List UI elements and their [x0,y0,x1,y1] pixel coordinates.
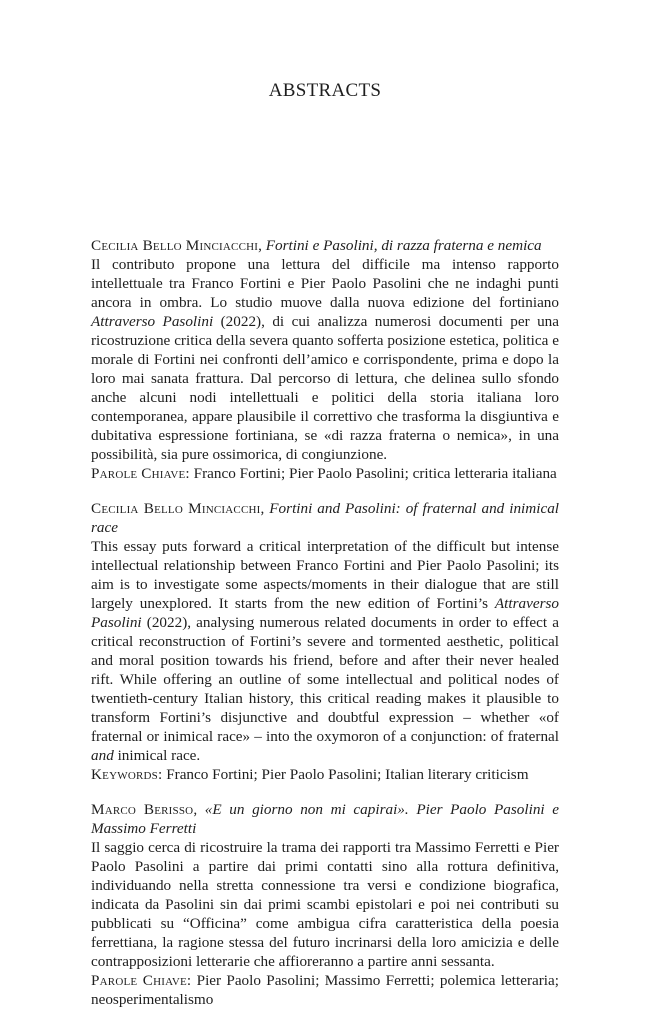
abstract-entry-3 [91,800,559,1009]
keywords-line [91,464,559,483]
keywords-label: Keywords: [91,766,163,783]
abstract-text: (2022), di cui analizza numerosi documenti per una ricostruzione critica della severa quanto sofferta posizione estetica, politica e morale di Fortini nei confronti dell’amico e corrispondente, prima e dopo la loro mai sanata frattura. Dal percorso di lettura, che delinea sullo sfondo anche alcuni nodi intellettuali e politici della storia italiana loro contemporanea, appare plausibile il correttivo che trasforma la disgiuntiva e dubitativa espressione fortiniana, se «di razza fraterna o nemica», in una possibilità, sia pure ossimorica, di congiunzione. [91,313,559,463]
abstract-text: This essay puts forward a critical interpretation of the difficult but intense intellectual relationship between Franco Fortini and Pier Paolo Pasolini; its aim is to investigate some aspects/moments in their dialogue that are still largely unexplored. It starts from the new edition of Fortini’s [91,538,559,612]
abstract-text: Il saggio cerca di ricostruire la trama dei rapporti tra Massimo Ferretti e Pier Paolo Pasolini a partire dai primi contatti sino alla rottura definitiva, individuando nella stretta connessione tra versi e condizione biografica, indicata da Pasolini sin dai primi scambi epistolari e poi nei contributi su pubblicati su “Officina” come ambigua cifra caratteristica della poesia ferrettiana, la ragione stessa del futuro incrinarsi della loro amicizia e delle contrapposizioni letterarie che affioreranno a partire anni sessanta. [91,839,559,970]
keywords-line [91,765,559,784]
abstract-entry-2 [91,499,559,784]
abstract-heading: Marco Berisso, «E un giorno non mi capirai». Pier Paolo Pasolini e Massimo Ferretti [91,801,560,837]
abstract-heading: Cecilia Bello Minciacchi, Fortini e Pasolini, di razza fraterna e nemica [91,237,542,254]
keywords-label: Parole Chiave: [91,972,192,989]
author-name: Marco Berisso [91,801,194,818]
abstract-text: inimical race. [113,747,201,764]
keywords: Franco Fortini; Pier Paolo Pasolini; Italian literary criticism [166,766,529,783]
page-title: ABSTRACTS [268,80,382,101]
abstract-body [91,255,559,464]
article-title: Fortini and Pasolini: of fraternal and inimical race [91,500,560,536]
keywords: Franco Fortini; Pier Paolo Pasolini; critica letteraria italiana [193,465,557,482]
book-title: Attraverso Pasolini [91,595,559,631]
keywords-label: Parole Chiave: [91,465,190,482]
author-name: Cecilia Bello Minciacchi [91,237,259,254]
keywords: Pier Paolo Pasolini; Massimo Ferretti; polemica letteraria; neosperimentalismo [91,972,559,1008]
book-title: Attraverso Pasolini [91,313,214,330]
article-title: Fortini e Pasolini, di razza fraterna e nemica [265,237,542,254]
keywords-line [91,971,559,1009]
abstracts-list [91,236,559,1025]
author-name: Cecilia Bello Minciacchi [91,500,261,517]
abstract-body [91,537,559,765]
emphasis-word: and [91,747,114,764]
abstract-text: (2022), analysing numerous related documents in order to effect a critical reconstruction of Fortini’s severe and tormented aesthetic, political and moral position towards his friend, before and after their never healed rift. While offering an outline of some intellectual and political nodes of twentieth-century Italian history, this critical reading makes it plausible to transform Fortini’s disjunctive and doubtful expression – whether «of fraternal or inimical race» – into the oxymoron of a conjunction: of fraternal [91,614,559,745]
abstract-text: Il contributo propone una lettura del difficile ma intenso rapporto intellettuale tra Franco Fortini e Pier Paolo Pasolini che ne indaghi punti ancora in ombra. Lo studio muove dalla nuova edizione del fortiniano [91,256,559,311]
article-title: «E un giorno non mi capirai». Pier Paolo Pasolini e Massimo Ferretti [91,801,560,837]
abstract-entry-1 [91,236,559,483]
abstract-body [91,838,559,971]
abstract-heading: Cecilia Bello Minciacchi, Fortini and Pasolini: of fraternal and inimical race [91,500,560,536]
